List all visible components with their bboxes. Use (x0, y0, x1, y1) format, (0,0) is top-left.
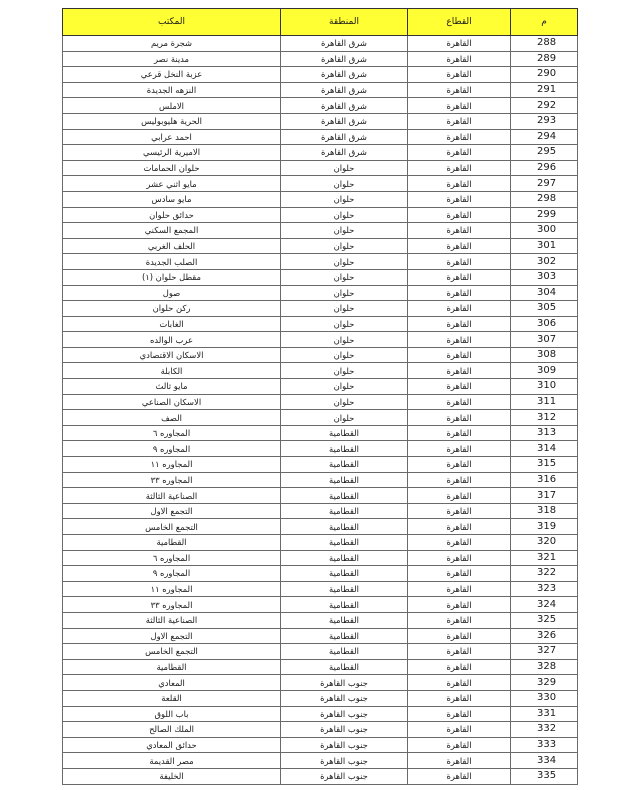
table-row (63, 768, 578, 784)
table-row (63, 129, 578, 145)
row-area: جنوب القاهرة (281, 722, 408, 738)
row-sector: القاهرة (408, 425, 511, 441)
row-number: 290 (511, 67, 578, 83)
row-sector: القاهرة (408, 67, 511, 83)
row-area: القطامية (281, 566, 408, 582)
row-number: 298 (511, 191, 578, 207)
row-area: القطامية (281, 519, 408, 535)
row-area: القطامية (281, 488, 408, 504)
row-number: 309 (511, 363, 578, 379)
row-sector: القاهرة (408, 160, 511, 176)
row-sector: القاهرة (408, 363, 511, 379)
table-row (63, 36, 578, 52)
offices-table (62, 8, 578, 785)
row-sector: القاهرة (408, 316, 511, 332)
row-sector: القاهرة (408, 269, 511, 285)
row-number: 332 (511, 722, 578, 738)
table-row (63, 301, 578, 317)
row-area: القطامية (281, 659, 408, 675)
table-row (63, 457, 578, 473)
row-office: المجاوره ٣٣ (63, 472, 281, 488)
row-office: المجاوره ١١ (63, 457, 281, 473)
table-row (63, 363, 578, 379)
row-office: الصلب الجديدة (63, 254, 281, 270)
row-number: 307 (511, 332, 578, 348)
row-office: المجاوره ٩ (63, 441, 281, 457)
row-office: القلعة (63, 690, 281, 706)
row-office: الحلف الغربي (63, 238, 281, 254)
header-sector: القطاع (408, 9, 511, 36)
row-office: القطامية (63, 535, 281, 551)
row-sector: القاهرة (408, 659, 511, 675)
row-sector: القاهرة (408, 644, 511, 660)
table-row (63, 223, 578, 239)
row-number: 289 (511, 51, 578, 67)
row-sector: القاهرة (408, 753, 511, 769)
row-office: المجاوره ٩ (63, 566, 281, 582)
row-office: الحرية هليوبوليس (63, 113, 281, 129)
row-area: حلوان (281, 207, 408, 223)
row-area: حلوان (281, 285, 408, 301)
row-office: التجمع الخامس (63, 644, 281, 660)
row-office: الغابات (63, 316, 281, 332)
row-office: الملك الصالح (63, 722, 281, 738)
row-area: القطامية (281, 472, 408, 488)
row-office: ركن حلوان (63, 301, 281, 317)
row-number: 293 (511, 113, 578, 129)
row-sector: القاهرة (408, 457, 511, 473)
row-office: عزبة النخل قرعي (63, 67, 281, 83)
row-office: مقطل حلوان (١) (63, 269, 281, 285)
row-number: 316 (511, 472, 578, 488)
row-number: 321 (511, 550, 578, 566)
row-area: حلوان (281, 160, 408, 176)
table-row (63, 706, 578, 722)
row-number: 328 (511, 659, 578, 675)
header-area: المنطقة (281, 9, 408, 36)
row-number: 292 (511, 98, 578, 114)
table-row (63, 207, 578, 223)
row-sector: القاهرة (408, 98, 511, 114)
table-row (63, 332, 578, 348)
row-sector: القاهرة (408, 51, 511, 67)
row-sector: القاهرة (408, 441, 511, 457)
row-area: القطامية (281, 628, 408, 644)
row-office: الصناعية الثالثة (63, 612, 281, 628)
table-row (63, 51, 578, 67)
row-office: التجمع الخامس (63, 519, 281, 535)
row-area: القطامية (281, 644, 408, 660)
row-sector: القاهرة (408, 394, 511, 410)
table-row (63, 612, 578, 628)
table-row (63, 597, 578, 613)
row-office: الاميرية الرئيسي (63, 145, 281, 161)
table-row (63, 550, 578, 566)
table-row (63, 269, 578, 285)
row-number: 311 (511, 394, 578, 410)
row-number: 312 (511, 410, 578, 426)
row-office: المجاوره ٦ (63, 550, 281, 566)
table-row (63, 722, 578, 738)
row-number: 302 (511, 254, 578, 270)
row-number: 297 (511, 176, 578, 192)
row-number: 325 (511, 612, 578, 628)
row-number: 333 (511, 737, 578, 753)
row-area: جنوب القاهرة (281, 690, 408, 706)
row-area: حلوان (281, 379, 408, 395)
row-sector: القاهرة (408, 535, 511, 551)
row-area: جنوب القاهرة (281, 706, 408, 722)
table-row (63, 410, 578, 426)
row-office: المجمع السكني (63, 223, 281, 239)
row-area: حلوان (281, 301, 408, 317)
row-office: الخليفة (63, 768, 281, 784)
table-row (63, 753, 578, 769)
row-office: التجمع الاول (63, 628, 281, 644)
row-office: مايو سادس (63, 191, 281, 207)
row-office: باب اللوق (63, 706, 281, 722)
row-sector: القاهرة (408, 722, 511, 738)
header-number: م (511, 9, 578, 36)
row-office: الاسكان الاقتصادي (63, 347, 281, 363)
table-row (63, 379, 578, 395)
row-number: 335 (511, 768, 578, 784)
row-sector: القاهرة (408, 207, 511, 223)
row-sector: القاهرة (408, 768, 511, 784)
row-sector: القاهرة (408, 410, 511, 426)
row-number: 330 (511, 690, 578, 706)
row-number: 308 (511, 347, 578, 363)
row-area: حلوان (281, 332, 408, 348)
row-area: القطامية (281, 535, 408, 551)
row-area: حلوان (281, 176, 408, 192)
row-office: حدائق حلوان (63, 207, 281, 223)
row-area: حلوان (281, 363, 408, 379)
row-area: جنوب القاهرة (281, 753, 408, 769)
table-row (63, 160, 578, 176)
row-number: 291 (511, 82, 578, 98)
row-area: شرق القاهرة (281, 51, 408, 67)
row-number: 301 (511, 238, 578, 254)
row-office: الصناعية الثالثة (63, 488, 281, 504)
row-sector: القاهرة (408, 176, 511, 192)
row-area: حلوان (281, 269, 408, 285)
row-sector: القاهرة (408, 223, 511, 239)
row-number: 305 (511, 301, 578, 317)
row-office: عرب الوالده (63, 332, 281, 348)
row-office: المجاوره ٣٣ (63, 597, 281, 613)
row-office: النزهه الجديدة (63, 82, 281, 98)
row-area: القطامية (281, 550, 408, 566)
row-area: جنوب القاهرة (281, 768, 408, 784)
row-area: حلوان (281, 254, 408, 270)
row-sector: القاهرة (408, 36, 511, 52)
row-sector: القاهرة (408, 113, 511, 129)
row-sector: القاهرة (408, 129, 511, 145)
table-row (63, 628, 578, 644)
row-office: المجاوره ١١ (63, 581, 281, 597)
row-office: مدينة نصر (63, 51, 281, 67)
row-sector: القاهرة (408, 82, 511, 98)
row-number: 324 (511, 597, 578, 613)
table-row (63, 316, 578, 332)
row-number: 299 (511, 207, 578, 223)
row-area: القطامية (281, 612, 408, 628)
row-area: حلوان (281, 238, 408, 254)
table-row (63, 535, 578, 551)
table-row (63, 566, 578, 582)
row-sector: القاهرة (408, 519, 511, 535)
row-area: شرق القاهرة (281, 129, 408, 145)
row-sector: القاهرة (408, 628, 511, 644)
table-row (63, 145, 578, 161)
row-sector: القاهرة (408, 737, 511, 753)
row-office: المعادي (63, 675, 281, 691)
table-row (63, 67, 578, 83)
row-number: 304 (511, 285, 578, 301)
table-row (63, 581, 578, 597)
row-area: جنوب القاهرة (281, 675, 408, 691)
row-office: الاسكان الصناعي (63, 394, 281, 410)
row-sector: القاهرة (408, 145, 511, 161)
row-sector: القاهرة (408, 597, 511, 613)
row-office: مايو ثالث (63, 379, 281, 395)
row-area: جنوب القاهرة (281, 737, 408, 753)
row-area: حلوان (281, 191, 408, 207)
row-office: صول (63, 285, 281, 301)
table-row (63, 488, 578, 504)
table-header (63, 9, 578, 36)
row-office: المجاوره ٦ (63, 425, 281, 441)
row-office: شجرة مريم (63, 36, 281, 52)
row-number: 314 (511, 441, 578, 457)
table-row (63, 519, 578, 535)
row-number: 303 (511, 269, 578, 285)
table-row (63, 113, 578, 129)
row-sector: القاهرة (408, 503, 511, 519)
row-sector: القاهرة (408, 612, 511, 628)
row-area: حلوان (281, 223, 408, 239)
row-sector: القاهرة (408, 379, 511, 395)
header-office: المكتب (63, 9, 281, 36)
row-office: حدائق المعادي (63, 737, 281, 753)
row-office: الاملس (63, 98, 281, 114)
row-area: شرق القاهرة (281, 145, 408, 161)
row-area: شرق القاهرة (281, 67, 408, 83)
row-office: الكابلة (63, 363, 281, 379)
row-number: 306 (511, 316, 578, 332)
row-sector: القاهرة (408, 301, 511, 317)
row-area: شرق القاهرة (281, 36, 408, 52)
row-sector: القاهرة (408, 690, 511, 706)
row-area: شرق القاهرة (281, 82, 408, 98)
row-number: 295 (511, 145, 578, 161)
row-number: 329 (511, 675, 578, 691)
row-area: القطامية (281, 503, 408, 519)
row-number: 326 (511, 628, 578, 644)
row-office: القطامية (63, 659, 281, 675)
row-number: 334 (511, 753, 578, 769)
row-number: 310 (511, 379, 578, 395)
row-area: القطامية (281, 581, 408, 597)
row-office: الصف (63, 410, 281, 426)
row-number: 318 (511, 503, 578, 519)
table-row (63, 254, 578, 270)
table-row (63, 285, 578, 301)
table-row (63, 394, 578, 410)
table-row (63, 176, 578, 192)
row-sector: القاهرة (408, 254, 511, 270)
row-sector: القاهرة (408, 550, 511, 566)
row-number: 288 (511, 36, 578, 52)
row-sector: القاهرة (408, 675, 511, 691)
row-area: حلوان (281, 347, 408, 363)
table-row (63, 690, 578, 706)
table-row (63, 472, 578, 488)
row-number: 319 (511, 519, 578, 535)
row-number: 313 (511, 425, 578, 441)
table-row (63, 441, 578, 457)
table-row (63, 191, 578, 207)
row-number: 300 (511, 223, 578, 239)
table-row (63, 503, 578, 519)
table-row (63, 347, 578, 363)
row-area: شرق القاهرة (281, 113, 408, 129)
row-area: شرق القاهرة (281, 98, 408, 114)
row-number: 294 (511, 129, 578, 145)
row-sector: القاهرة (408, 472, 511, 488)
row-office: احمد عرابي (63, 129, 281, 145)
row-sector: القاهرة (408, 238, 511, 254)
row-office: حلوان الحمامات (63, 160, 281, 176)
row-number: 322 (511, 566, 578, 582)
row-area: القطامية (281, 597, 408, 613)
row-sector: القاهرة (408, 332, 511, 348)
table-row (63, 659, 578, 675)
row-sector: القاهرة (408, 706, 511, 722)
table-row (63, 82, 578, 98)
row-number: 331 (511, 706, 578, 722)
row-number: 327 (511, 644, 578, 660)
row-area: القطامية (281, 457, 408, 473)
row-area: حلوان (281, 316, 408, 332)
row-office: التجمع الاول (63, 503, 281, 519)
row-office: مايو اثني عشر (63, 176, 281, 192)
row-number: 317 (511, 488, 578, 504)
row-area: حلوان (281, 410, 408, 426)
table-row (63, 238, 578, 254)
row-sector: القاهرة (408, 347, 511, 363)
row-office: مصر القديمة (63, 753, 281, 769)
row-number: 296 (511, 160, 578, 176)
table-row (63, 644, 578, 660)
row-sector: القاهرة (408, 191, 511, 207)
row-sector: القاهرة (408, 566, 511, 582)
row-area: القطامية (281, 425, 408, 441)
header-row (63, 9, 578, 36)
row-number: 323 (511, 581, 578, 597)
table-row (63, 675, 578, 691)
table-row (63, 98, 578, 114)
table-body (63, 36, 578, 785)
row-area: حلوان (281, 394, 408, 410)
row-number: 320 (511, 535, 578, 551)
row-sector: القاهرة (408, 488, 511, 504)
row-number: 315 (511, 457, 578, 473)
row-sector: القاهرة (408, 285, 511, 301)
table-row (63, 425, 578, 441)
table-row (63, 737, 578, 753)
row-sector: القاهرة (408, 581, 511, 597)
row-area: القطامية (281, 441, 408, 457)
